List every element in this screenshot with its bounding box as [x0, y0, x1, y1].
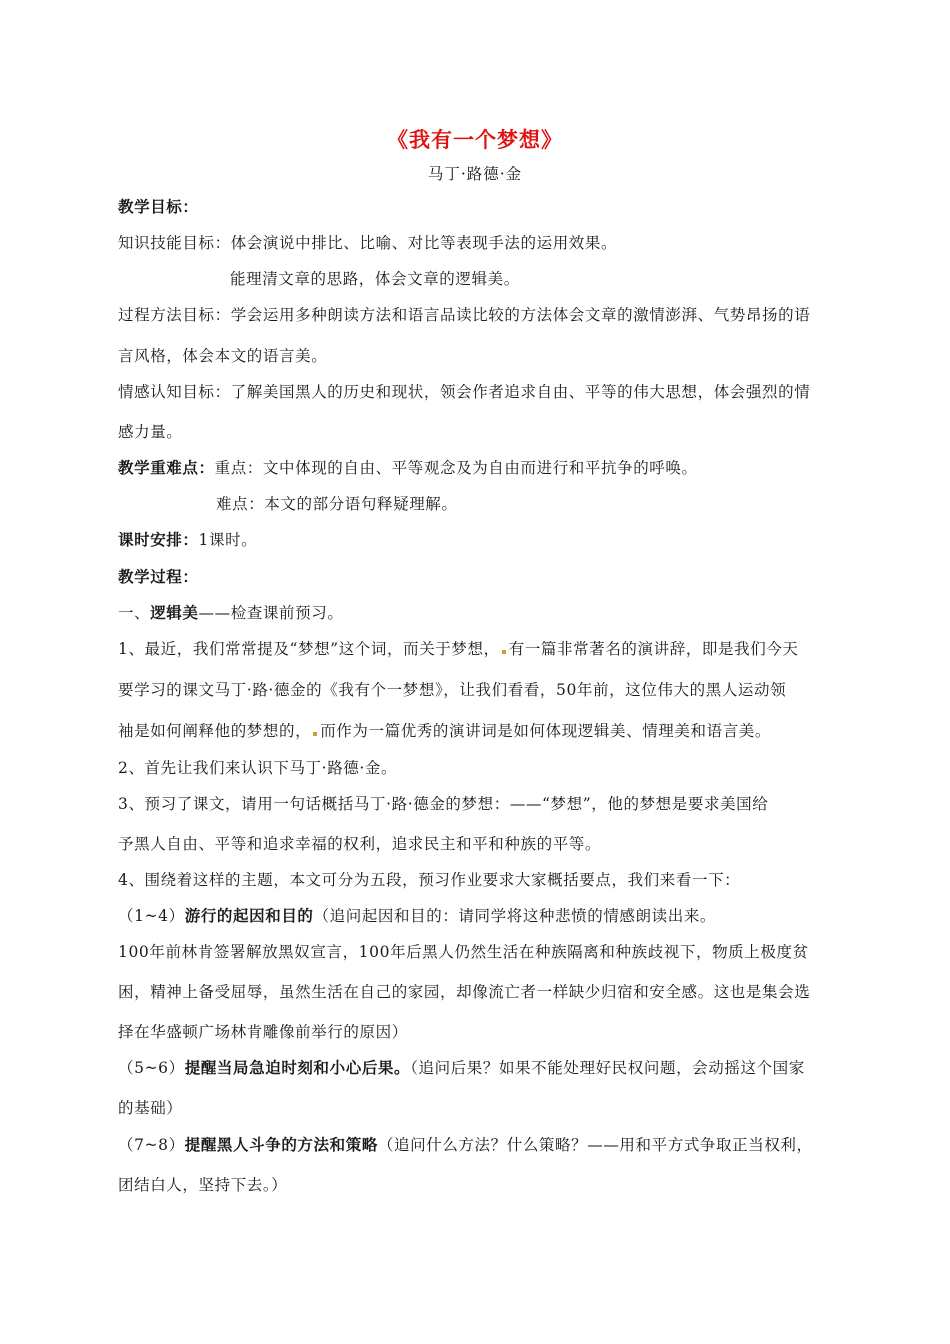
- item-three-line-1: 3、预习了课文，请用一句话概括马丁·路·德金的梦想：——“梦想”，他的梦想是要求美国给: [118, 795, 769, 813]
- key-points-line: [118, 457, 840, 479]
- process-text-2: 言风格，体会本文的语言美。: [118, 347, 328, 365]
- knowledge-label: 知识技能目标：: [118, 234, 231, 252]
- anchor-mark-icon: [502, 650, 506, 654]
- process-label: 过程方法目标：: [118, 306, 231, 324]
- emotion-objective: [118, 381, 840, 403]
- part-one-body-3: 择在华盛顿广场林肯雕像前举行的原因）: [118, 1023, 408, 1041]
- item-one-line-2: 要学习的课文马丁·路·德金的《我有个一梦想》，让我们看看，50年前，这位伟大的黑人运动领: [118, 681, 787, 699]
- emotion-label: 情感认知目标：: [118, 383, 231, 401]
- item-one-text-e: 而作为一篇优秀的演讲词是如何体现逻辑美、情理美和语言美。: [320, 722, 772, 740]
- process-heading: 教学过程：: [118, 568, 199, 586]
- emotion-text-2: 感力量。: [118, 423, 183, 441]
- item-two-line: 2、首先让我们来认识下马丁·路德·金。: [118, 759, 398, 777]
- author-line: 马丁·路德·金: [427, 165, 523, 183]
- item-one-line-3: [118, 720, 840, 742]
- part-two-body: 的基础）: [118, 1099, 183, 1117]
- key-point-text: 重点：文中体现的自由、平等观念及为自由而进行和平抗争的呼唤。: [214, 459, 698, 477]
- item-four-line: 4、围绕着这样的主题，本文可分为五段，预习作业要求大家概括要点，我们来看一下：: [118, 871, 741, 889]
- part-two-line: [118, 1057, 840, 1079]
- process-text-1: 学会运用多种朗读方法和语言品读比较的方法体会文章的激情澎湃、气势昂扬的语: [230, 306, 811, 324]
- objectives-heading: 教学目标：: [118, 198, 199, 216]
- knowledge-objective: [118, 232, 840, 254]
- part-one-body-1: 100年前林肯签署解放黑奴宣言，100年后黑人仍然生活在种族隔离和种族歧视下，物质上极度贫: [118, 943, 809, 961]
- part-three-rest: （追问什么方法？什么策略？——用和平方式争取正当权利，: [377, 1136, 813, 1154]
- process-objective: [118, 304, 840, 326]
- difficult-point-text: 难点：本文的部分语句释疑理解。: [216, 495, 458, 513]
- part-one-line: [118, 905, 840, 927]
- part-two-title: 提醒当局急迫时刻和小心后果。: [184, 1059, 411, 1077]
- knowledge-text-2: 能理清文章的思路，体会文章的逻辑美。: [230, 270, 520, 288]
- key-points-heading: 教学重难点：: [118, 459, 215, 477]
- item-one-line-1: [118, 638, 840, 660]
- part-three-line: [118, 1134, 840, 1156]
- part-three-body: 团结白人，坚持下去。）: [118, 1176, 288, 1194]
- part-one-title: 游行的起因和目的: [184, 907, 314, 925]
- part-three-title: 提醒黑人斗争的方法和策略: [184, 1136, 378, 1154]
- section-one-title: 逻辑美: [150, 604, 199, 622]
- section-one-line: [118, 602, 840, 624]
- schedule-line: [118, 529, 840, 551]
- item-one-text-a: 1、最近，我们常常提及“梦想”这个词，而关于梦想，: [118, 640, 500, 658]
- section-one-rest: ——检查课前预习。: [198, 604, 344, 622]
- section-one-prefix: 一、: [118, 604, 151, 622]
- item-one-text-d: 袖是如何阐释他的梦想的，: [118, 722, 312, 740]
- part-three-range: （7~8）: [118, 1136, 185, 1154]
- part-one-rest: （追问起因和目的：请同学将这种悲愤的情感朗读出来。: [313, 907, 717, 925]
- part-two-range: （5~6）: [118, 1059, 185, 1077]
- part-one-body-2: 困，精神上备受屈辱，虽然生活在自己的家园，却像流亡者一样缺少归宿和安全感。这也是集会选: [118, 983, 811, 1001]
- emotion-text-1: 了解美国黑人的历史和现状，领会作者追求自由、平等的伟大思想，体会强烈的情: [230, 383, 811, 401]
- part-one-range: （1~4）: [118, 907, 185, 925]
- item-one-text-b: 有一篇非常著名的演讲辞，即是我们今天: [508, 640, 799, 658]
- schedule-heading: 课时安排：: [118, 531, 199, 549]
- document-title: 《我有一个梦想》: [387, 128, 563, 152]
- item-three-line-2: 予黑人自由、平等和追求幸福的权利，追求民主和平和种族的平等。: [118, 835, 602, 853]
- anchor-mark-icon: [313, 732, 317, 736]
- part-two-rest: （追问后果？如果不能处理好民权问题，会动摇这个国家: [410, 1059, 805, 1077]
- knowledge-text-1: 体会演说中排比、比喻、对比等表现手法的运用效果。: [230, 234, 618, 252]
- schedule-value: 1课时。: [198, 531, 258, 549]
